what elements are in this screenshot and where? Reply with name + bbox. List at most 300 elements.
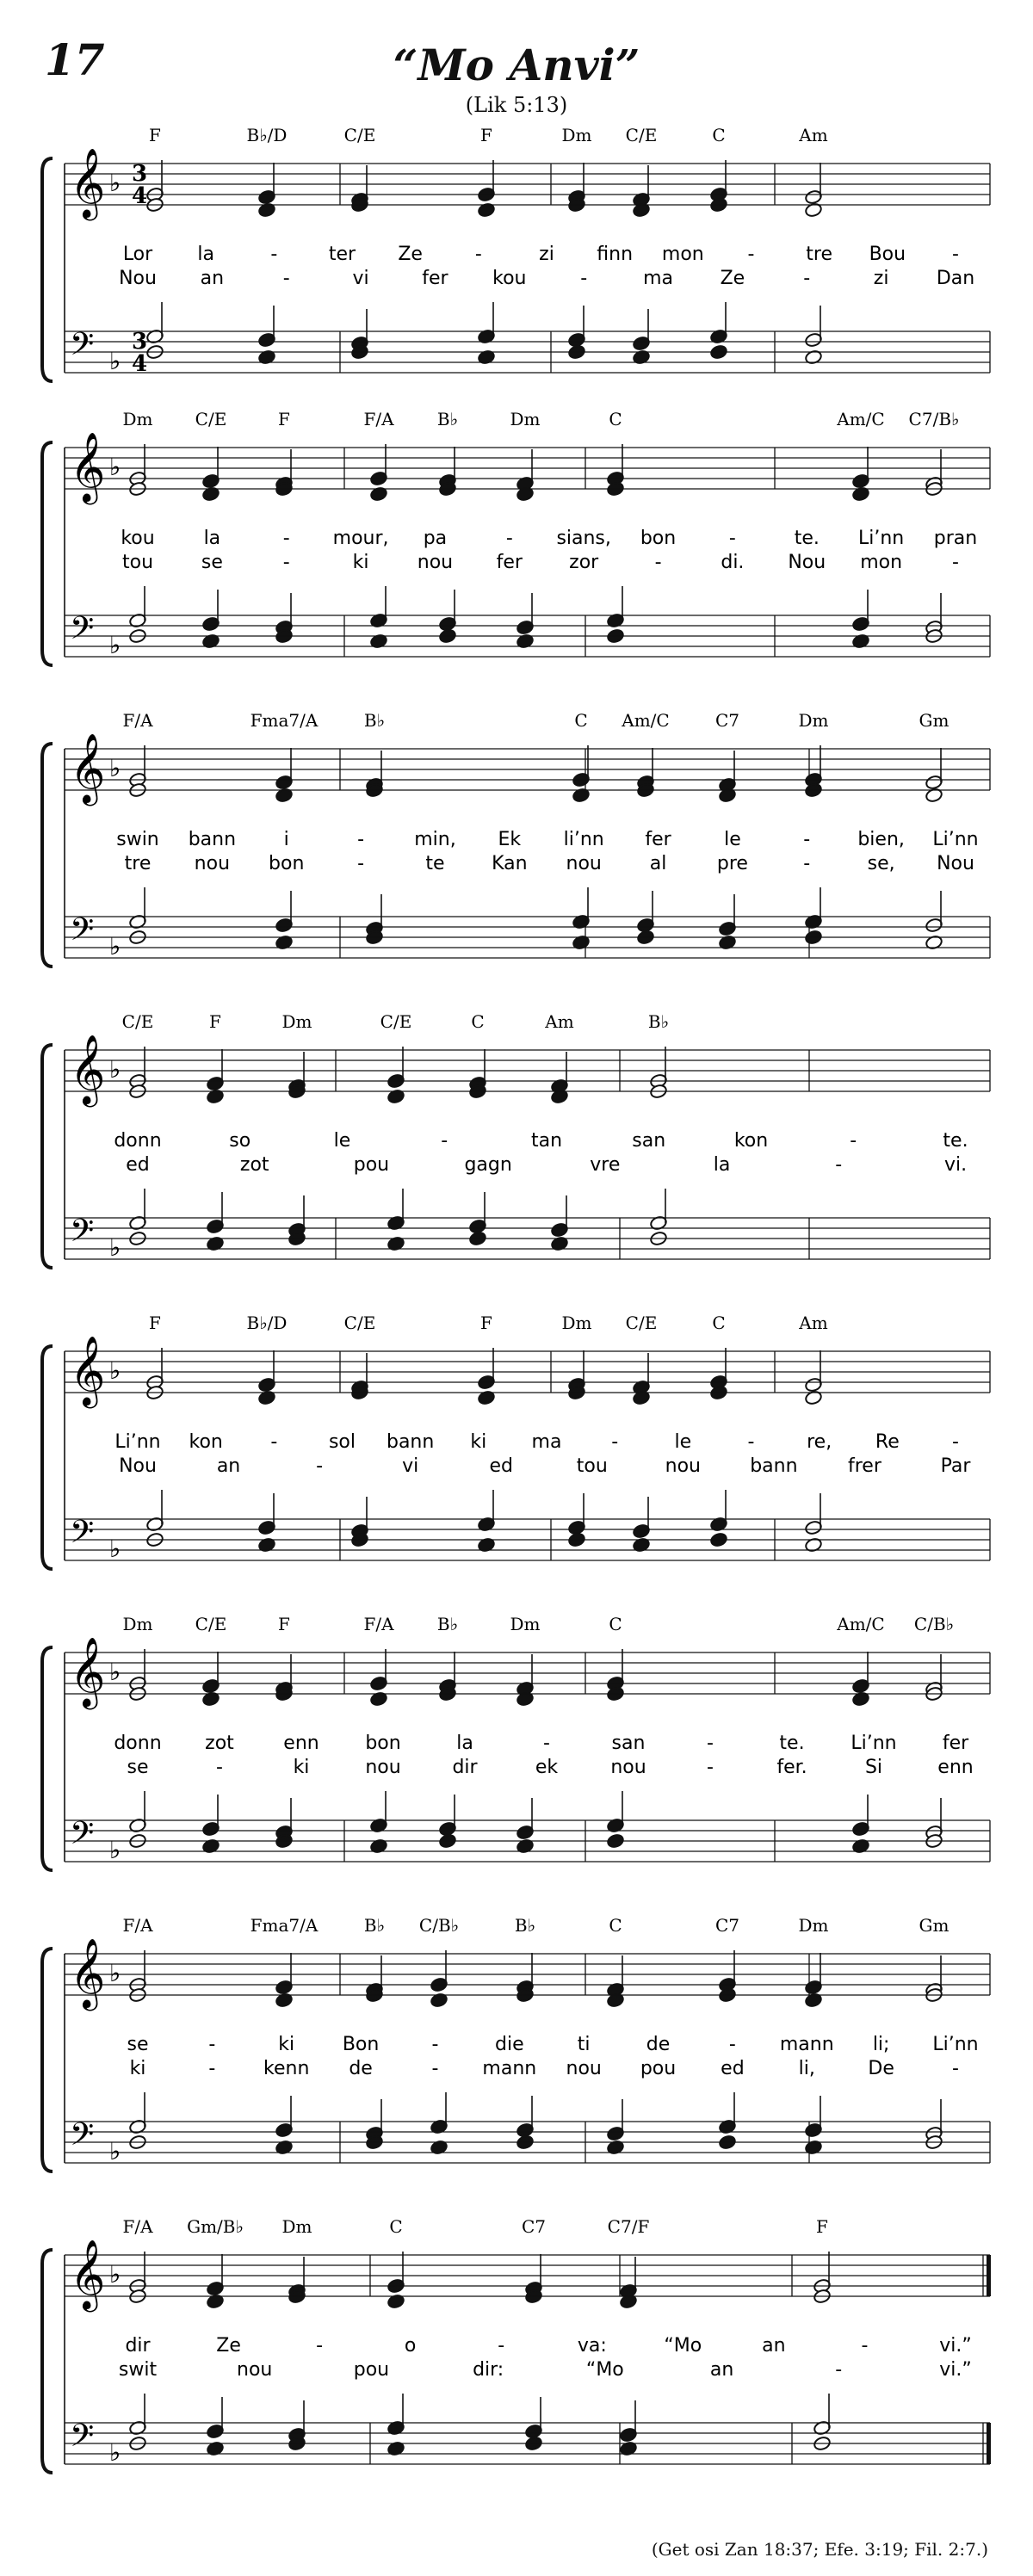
chord-symbol: C/E [343,125,376,145]
lyric-syllable: va: [577,2335,607,2357]
chord-symbol: Dm [281,2216,312,2237]
lyric-syllable: li’nn [563,829,604,850]
lyric-syllable: Re [875,1431,900,1453]
lyric-syllable: fer [422,268,448,289]
lyric-syllable: Ze [398,244,423,265]
lyric-syllable: kenn [263,2058,310,2079]
key-flat-icon: ♭ [109,1055,121,1084]
lyric-syllable: “Mo [664,2335,702,2357]
lyric-syllable: - [835,2359,843,2381]
chord-symbol: Dm [122,409,153,429]
chord-symbol: Gm/B♭ [187,2216,244,2237]
chord-symbol: F/A [122,710,153,731]
lyric-syllable: ki [470,1431,487,1453]
lyric-syllable: Li’nn [932,829,979,850]
lyric-syllable: an [216,1455,241,1477]
lyric-syllable: Li’nn [932,2034,979,2055]
chord-symbol: B♭ [647,1011,670,1032]
lyric-syllable: se [127,1757,149,1778]
lyric-syllable: ti [577,2034,591,2055]
lyric-syllable: re, [807,1431,832,1453]
lyric-syllable: - [505,528,513,549]
lyric-syllable: zi [873,268,889,289]
chord-symbol: C/E [195,409,227,429]
note-group [145,160,822,365]
lyric-syllable: tre [124,853,152,874]
chord-symbol: C7 [714,710,740,731]
lyric-syllable: - [441,1130,448,1152]
lyric-syllable: ki [293,1757,310,1778]
treble-clef-icon: 𝄞 [70,1034,106,1104]
treble-staff [65,732,990,806]
lyric-syllable: le [333,1130,351,1152]
lyric-syllable: se [127,2034,149,2055]
lyric-syllable: nou [194,853,231,874]
lyric-syllable: ki [352,552,369,573]
chord-symbol: C [471,1011,485,1032]
chord-symbol: C/E [121,1011,154,1032]
lyric-syllable: nou [417,552,454,573]
lyric-syllable: Li’nn [851,1733,897,1754]
bass-clef-icon: 𝄢 [70,1213,95,1257]
system-bracket [42,1346,53,1569]
lyric-syllable: kon [733,1130,769,1152]
lyric-syllable: an [709,2359,734,2381]
lyric-syllable: an [762,2335,786,2357]
chord-symbol: B♭ [363,710,386,731]
lyric-syllable: - [803,268,811,289]
lyric-syllable: an [200,268,225,289]
chord-symbol: Am [799,1313,828,1333]
bass-staff [65,326,990,375]
lyric-syllable: ed [126,1154,150,1176]
bass-clef-icon: 𝄢 [70,1514,95,1558]
lyric-syllable: la [203,528,221,549]
lyric-syllable: te. [943,1130,968,1152]
lyric-syllable: ki [129,2058,146,2079]
chord-symbol: F/A [122,2216,153,2237]
lyric-syllable: - [208,2058,216,2079]
lyric-syllable: - [282,552,290,573]
lyric-syllable: - [474,244,482,265]
key-flat-icon: ♭ [109,1836,121,1864]
bass-clef-icon: 𝄢 [70,326,95,370]
lyric-syllable: Ze [720,268,745,289]
chord-symbol: C [712,125,726,145]
chord-symbol: C/E [625,125,658,145]
lyric-syllable: die [495,2034,524,2055]
chord-symbol: C7 [714,1915,740,1936]
lyric-syllable: nou [610,1757,646,1778]
system-bracket [42,442,53,665]
chord-symbol: F [278,1614,290,1634]
lyric-syllable: - [728,528,736,549]
lyric-syllable: bon [640,528,677,549]
chord-symbol: B♭ [363,1915,386,1936]
key-flat-icon: ♭ [109,932,121,961]
key-flat-icon: ♭ [109,1658,121,1686]
lyric-syllable: li; [872,2034,890,2055]
system-bracket [42,1045,53,1268]
bass-staff [65,1514,990,1563]
chord-symbol: C/E [195,1614,227,1634]
treble-clef-icon: 𝄞 [70,2239,106,2309]
lyric-syllable: mour, [332,528,389,549]
lyric-syllable: enn [937,1757,974,1778]
chord-symbol: C [389,2216,403,2237]
time-signature-top: 3 [132,329,148,355]
lyric-syllable: - [728,2034,736,2055]
lyric-syllable: dir [452,1757,478,1778]
chord-symbol: F/A [363,409,394,429]
lyric-syllable: - [803,829,811,850]
lyric-syllable: donn [114,1733,162,1754]
lyric-syllable: vi. [943,1154,968,1176]
lyric-syllable: fer [942,1733,969,1754]
lyric-syllable: ed [489,1455,513,1477]
lyric-syllable: - [952,2058,959,2079]
lyric-syllable: bien, [857,829,905,850]
time-signature-bottom: 4 [132,183,148,209]
lyric-syllable: bann [750,1455,798,1477]
lyric-syllable: vre [590,1154,621,1176]
lyric-syllable: o [404,2335,417,2357]
lyric-syllable: Bou [869,244,906,265]
hymn-title: “Mo Anvi” [393,40,640,90]
key-flat-icon: ♭ [109,169,121,197]
chord-symbol: Am [545,1011,574,1032]
chord-symbol: C7/F [607,2216,650,2237]
lyric-syllable: - [707,1733,714,1754]
chord-symbol: C/E [625,1313,658,1333]
lyric-syllable: Ek [498,829,522,850]
bass-staff [65,1213,990,1262]
lyric-syllable: - [270,244,278,265]
treble-staff [65,1034,990,1107]
lyric-syllable: - [498,2335,505,2357]
lyric-syllable: zot [239,1154,269,1176]
lyric-syllable: - [282,268,290,289]
lyric-syllable: - [952,244,959,265]
chord-symbol: Dm [510,1614,541,1634]
lyric-syllable: pou [640,2058,677,2079]
lyric-syllable: kon [189,1431,223,1453]
lyric-syllable: swit [118,2359,158,2381]
lyric-syllable: frer [847,1455,881,1477]
lyric-syllable: te [425,853,445,874]
bass-clef-icon: 𝄢 [70,2116,95,2160]
lyric-syllable: nou [665,1455,702,1477]
lyric-syllable: fer. [776,1757,807,1778]
treble-clef-icon: 𝄞 [70,431,106,502]
lyric-syllable: tan [530,1130,563,1152]
lyric-syllable: swin [116,829,159,850]
lyric-syllable: Nou [119,1455,157,1477]
chord-symbol: B♭ [436,409,459,429]
key-flat-icon: ♭ [109,2438,121,2467]
lyric-syllable: pou [353,2359,390,2381]
lyric-syllable: Kan [492,853,528,874]
lyric-syllable: te. [794,528,820,549]
lyric-syllable: - [835,1154,843,1176]
lyric-syllable: Nou [788,552,826,573]
chord-symbol: Dm [122,1614,153,1634]
lyric-syllable: fer [496,552,523,573]
note-group [128,1649,943,1854]
lyric-syllable: - [431,2058,439,2079]
lyric-syllable: bann [188,829,237,850]
lyric-syllable: pre [716,853,748,874]
lyric-syllable: de [349,2058,373,2079]
lyric-syllable: di. [721,552,745,573]
chord-symbol: C [609,1614,622,1634]
lyric-syllable: - [357,829,365,850]
chord-symbol: Am [799,125,828,145]
lyric-syllable: nou [566,853,602,874]
chord-symbol: C [574,710,588,731]
lyric-syllable: mon [860,552,903,573]
chord-symbol: Gm [919,710,949,731]
chord-symbol: F [480,1313,492,1333]
key-flat-icon: ♭ [109,347,121,375]
chord-symbol: B♭ [514,1915,536,1936]
lyric-syllable: la [197,244,214,265]
lyric-syllable: pran [933,528,978,549]
lyric-syllable: kou [492,268,527,289]
lyric-syllable: vi [352,268,369,289]
lyric-syllable: nou [365,1757,401,1778]
lyric-syllable: mon [661,244,704,265]
lyric-syllable: se [201,552,223,573]
lyric-syllable: san [632,1130,666,1152]
system-bracket [42,158,53,381]
chord-symbol: C [609,409,622,429]
key-flat-icon: ♭ [109,453,121,481]
lyric-syllable: De [868,2058,894,2079]
bass-clef-icon: 𝄢 [70,911,95,955]
lyric-syllable: de [646,2034,671,2055]
lyric-syllable: finn [597,244,634,265]
chord-symbol: Am/C [622,710,670,731]
lyric-syllable: ma [531,1431,562,1453]
lyric-syllable: - [611,1431,619,1453]
chord-symbol: C/B♭ [913,1614,955,1634]
lyric-syllable: - [654,552,662,573]
key-flat-icon: ♭ [109,1535,121,1563]
chord-symbol: C [712,1313,726,1333]
chord-symbol: B♭/D [246,1313,288,1333]
key-flat-icon: ♭ [109,754,121,782]
lyric-syllable: li, [798,2058,815,2079]
lyric-syllable: nou [566,2058,602,2079]
lyric-syllable: gagn [464,1154,512,1176]
chord-symbol: F [480,125,492,145]
bass-clef-icon: 𝄢 [70,610,95,654]
lyric-syllable: Dan [936,268,975,289]
treble-clef-icon: 𝄞 [70,1636,106,1707]
treble-clef-icon: 𝄞 [70,1335,106,1405]
chord-symbol: C/E [343,1313,376,1333]
lyric-syllable: le [724,829,741,850]
lyric-syllable: - [747,1431,755,1453]
lyric-syllable: te. [779,1733,805,1754]
chord-symbol: Gm [919,1915,949,1936]
lyric-syllable: i [283,829,289,850]
lyric-syllable: - [316,2335,324,2357]
note-group [128,1047,667,1251]
lyric-syllable: tre [806,244,833,265]
chord-symbol: C/B♭ [418,1915,460,1936]
chord-symbol: Dm [798,1915,829,1936]
bass-clef-icon: 𝄢 [70,1815,95,1859]
lyric-syllable: vi.” [939,2335,972,2357]
lyric-syllable: zor [569,552,599,573]
lyric-syllable: Lor [122,244,153,265]
lyric-syllable: vi.” [939,2359,972,2381]
treble-staff [65,147,990,220]
lyric-syllable: ki [278,2034,295,2055]
chord-symbol: Dm [561,125,592,145]
lyric-syllable: al [649,853,667,874]
lyric-syllable: se, [867,853,895,874]
lyric-syllable: pou [353,1154,390,1176]
lyric-syllable: Si [864,1757,883,1778]
lyric-syllable: le [674,1431,692,1453]
key-flat-icon: ♭ [109,1959,121,1987]
key-flat-icon: ♭ [109,631,121,659]
lyric-syllable: - [803,853,811,874]
system-bracket [42,2250,53,2473]
hymn-number: 17 [45,34,105,85]
lyric-syllable: so [229,1130,251,1152]
lyric-syllable: tou [121,552,154,573]
chord-symbol: Dm [281,1011,312,1032]
chord-symbol: B♭ [436,1614,459,1634]
lyric-syllable: tou [576,1455,608,1477]
key-flat-icon: ♭ [109,1233,121,1262]
lyric-syllable: - [431,2034,439,2055]
lyric-syllable: sol [328,1431,356,1453]
lyric-syllable: - [952,552,959,573]
lyric-syllable: pa [423,528,448,549]
chord-symbol: Dm [510,409,541,429]
lyric-syllable: sians, [556,528,611,549]
lyric-syllable: san [611,1733,646,1754]
lyric-syllable: - [861,2335,869,2357]
lyric-syllable: Ze [216,2335,241,2357]
chord-symbol: B♭/D [246,125,288,145]
lyric-syllable: kou [121,528,155,549]
lyric-syllable: la [713,1154,731,1176]
chord-symbol: F [149,125,161,145]
lyric-syllable: - [357,853,365,874]
lyric-syllable: - [580,268,588,289]
lyric-syllable: Li’nn [114,1431,161,1453]
lyric-syllable: dir: [473,2359,504,2381]
lyric-syllable: ek [535,1757,559,1778]
chord-symbol: F [209,1011,221,1032]
lyric-syllable: la [456,1733,473,1754]
lyric-syllable: zot [205,1733,234,1754]
lyric-syllable: nou [237,2359,273,2381]
lyric-syllable: min, [414,829,456,850]
key-flat-icon: ♭ [109,2260,121,2289]
key-flat-icon: ♭ [109,1356,121,1385]
system-bracket [42,1949,53,2171]
chord-symbol: F [278,409,290,429]
lyric-syllable: Nou [119,268,157,289]
treble-clef-icon: 𝄞 [70,732,106,803]
lyric-syllable: donn [114,1130,162,1152]
lyric-syllable: mann [482,2058,537,2079]
lyric-syllable: ed [721,2058,745,2079]
lyric-syllable: - [282,528,290,549]
lyric-syllable: Par [940,1455,971,1477]
lyric-syllable: vi [402,1455,419,1477]
lyric-syllable: mann [779,2034,834,2055]
chord-symbol: C7 [521,2216,547,2237]
lyric-syllable: - [850,1130,857,1152]
lyric-syllable: “Mo [585,2359,624,2381]
treble-staff [65,1335,990,1408]
chord-symbol: Am/C [837,409,885,429]
lyric-syllable: Li’nn [858,528,905,549]
system-bracket [42,744,53,967]
chord-symbol: F [816,2216,828,2237]
lyric-syllable: - [316,1455,324,1477]
treble-clef-icon: 𝄞 [70,147,106,218]
chord-symbol: F/A [363,1614,394,1634]
time-signature-bottom: 4 [132,351,148,377]
lyric-syllable: - [543,1733,550,1754]
lyric-syllable: enn [283,1733,319,1754]
chord-symbol: Dm [561,1313,592,1333]
lyric-syllable: - [747,244,755,265]
lyric-syllable: Bon [342,2034,380,2055]
lyric-syllable: Nou [937,853,974,874]
treble-clef-icon: 𝄞 [70,1937,106,2008]
lyric-syllable: - [270,1431,278,1453]
lyric-syllable: dir [125,2335,151,2357]
lyric-syllable: bon [269,853,305,874]
lyric-syllable: - [208,2034,216,2055]
footer-references: (Get osi Zan 18:37; Efe. 3:19; Fil. 2:7.) [651,2539,988,2560]
chord-symbol: Fma7/A [250,1915,319,1936]
lyric-syllable: ma [643,268,674,289]
time-signature-top: 3 [132,161,148,187]
lyric-syllable: - [216,1757,223,1778]
chord-symbol: F/A [122,1915,153,1936]
system-bracket [42,1647,53,1870]
key-flat-icon: ♭ [109,2137,121,2165]
lyric-syllable: zi [539,244,554,265]
lyric-syllable: bon [365,1733,401,1754]
note-group [128,444,943,649]
lyric-syllable: - [952,1431,959,1453]
lyric-syllable: - [707,1757,714,1778]
scripture-reference: (Lik 5:13) [465,93,568,117]
chord-symbol: Fma7/A [250,710,319,731]
note-group [128,745,943,950]
chord-symbol: F [149,1313,161,1333]
lyric-syllable: fer [645,829,671,850]
bass-clef-icon: 𝄢 [70,2418,95,2462]
lyric-syllable: ter [328,244,356,265]
chord-symbol: Am/C [837,1614,885,1634]
chord-symbol: C7/B♭ [908,409,960,429]
chord-symbol: Dm [798,710,829,731]
chord-symbol: C/E [380,1011,412,1032]
